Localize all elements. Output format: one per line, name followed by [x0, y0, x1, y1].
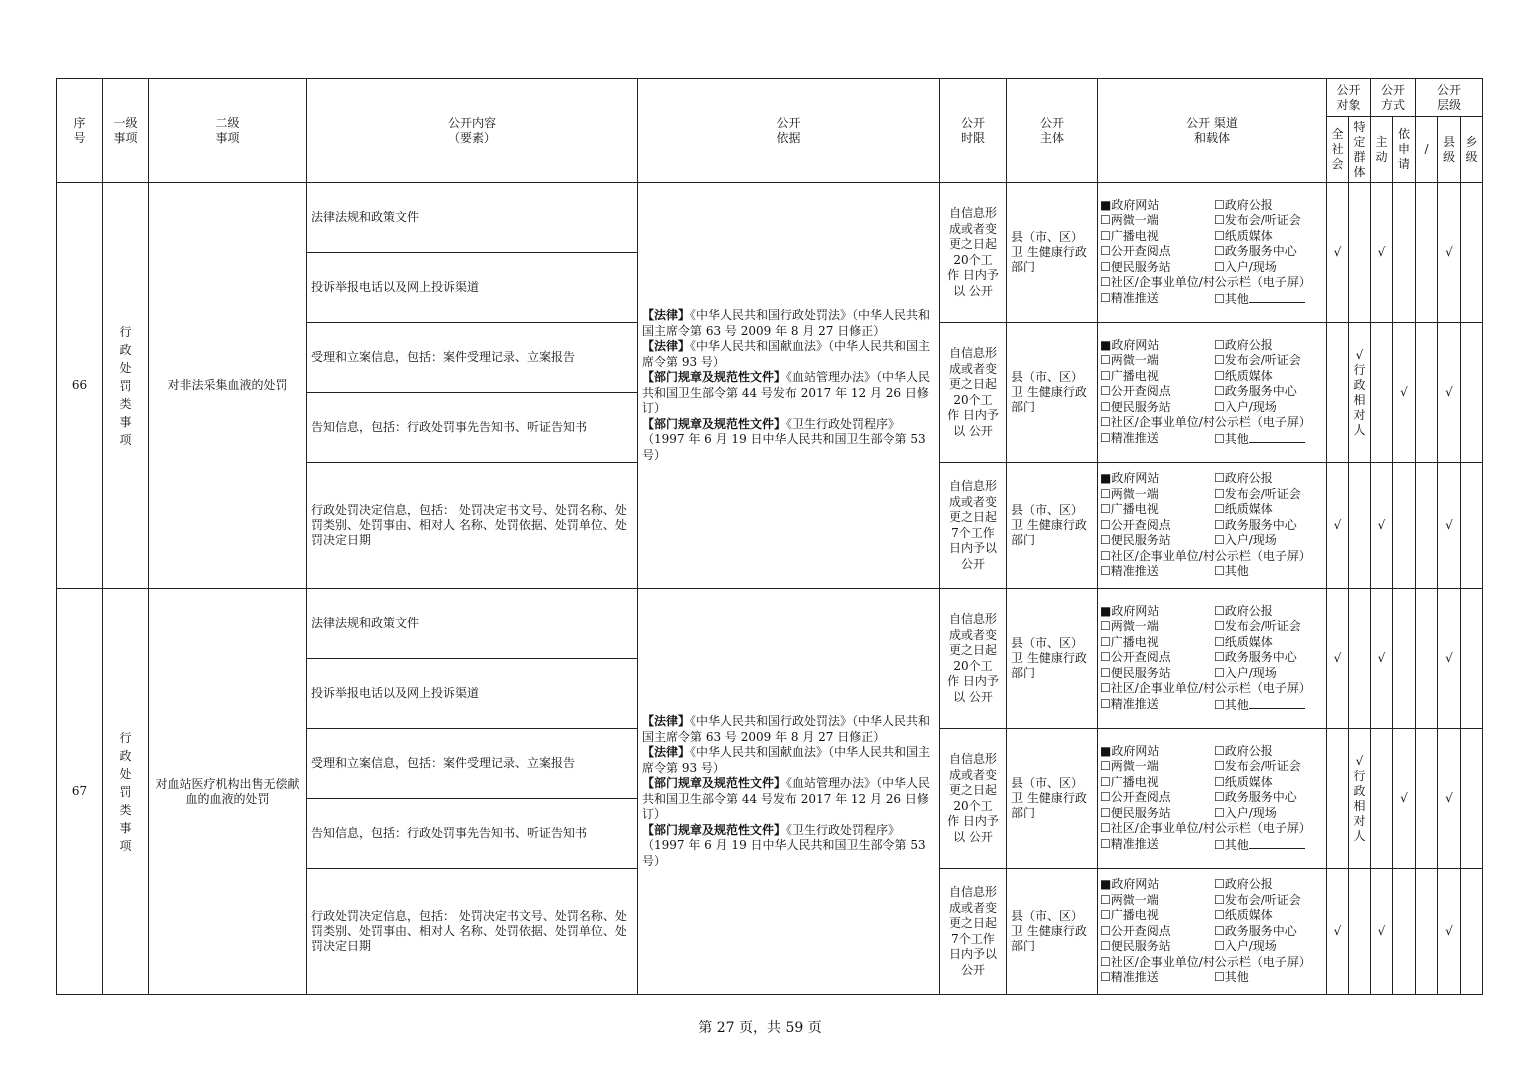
- channel-option: ☐社区/企事业单位/村公示栏（电子屏）: [1100, 954, 1311, 969]
- channel-option: ☐发布会/听证会: [1214, 486, 1301, 501]
- channel-option: ☐发布会/听证会: [1214, 353, 1301, 368]
- channel-option: ☐其他: [1214, 291, 1326, 308]
- basis-tag: 【部门规章及规范性文件】: [642, 416, 787, 431]
- header-content: 公开内容 （要素）: [307, 79, 638, 183]
- content-cell: 法律法规和政策文件: [307, 183, 638, 253]
- channel-option: ☐两微一端: [1100, 759, 1159, 774]
- header-level1: 一级事项: [103, 79, 149, 183]
- basis-item: [642, 308, 936, 339]
- basis-text: 《中华人民共和国行政处罚法》（中华人民共和国主席令第 63 号 2009 年 8 月 27 日修正）: [642, 308, 931, 338]
- header-method-request: 依申请: [1393, 117, 1416, 183]
- content-cell: 行政处罚决定信息，包括： 处罚决定书文号、处罚名称、处罚类别、处罚事由、相对人 名称、处罚依据、处罚单位、处罚决定日期: [307, 463, 638, 589]
- basis-text: 《中华人民共和国献血法》（中华人民共和国主席令第 93 号）: [642, 745, 931, 775]
- specific-group-label: 行政相对人: [1353, 362, 1366, 437]
- channel-option: ☐政务服务中心: [1214, 650, 1297, 665]
- check-mark: √: [1377, 924, 1386, 938]
- specific-group-label: 行政相对人: [1353, 768, 1366, 843]
- channel-option: ☐公开查阅点: [1100, 244, 1171, 259]
- method-request-cell: [1393, 589, 1416, 729]
- channel-option: ☐政府公报: [1214, 603, 1273, 618]
- row-number: 67: [57, 589, 103, 995]
- content-cell: 行政处罚决定信息，包括： 处罚决定书文号、处罚名称、处罚类别、处罚事由、相对人 名称、处罚依据、处罚单位、处罚决定日期: [307, 869, 638, 995]
- channel-option: ☐纸质媒体: [1214, 368, 1273, 383]
- method-active-cell: [1371, 183, 1393, 323]
- channel-option: ☐便民服务站: [1100, 665, 1171, 680]
- table-row: [57, 183, 1483, 253]
- channel-option: ☐纸质媒体: [1214, 228, 1273, 243]
- method-active-cell: [1371, 589, 1393, 729]
- header-target-specific: 特定群体: [1349, 117, 1371, 183]
- check-mark: √: [1445, 791, 1453, 805]
- target-specific-cell: [1349, 869, 1371, 995]
- row-number: 66: [57, 183, 103, 589]
- method-request-cell: [1393, 323, 1416, 463]
- basis-item: [642, 745, 936, 776]
- level-county-cell: [1438, 869, 1461, 995]
- page-footer: 第 27 页，共 59 页: [698, 1020, 822, 1036]
- content-cell: 法律法规和政策文件: [307, 589, 638, 659]
- target-all-cell: [1327, 323, 1349, 463]
- channel-option: ☐入户/现场: [1214, 259, 1277, 274]
- level-county-cell: [1438, 463, 1461, 589]
- basis-tag: 【部门规章及规范性文件】: [642, 370, 787, 384]
- channel-cell: [1098, 729, 1327, 869]
- check-mark: √: [1445, 924, 1453, 938]
- channel-options: [1098, 471, 1326, 580]
- subject-cell: 县（市、区）卫 生健康行政部门: [1007, 589, 1098, 729]
- target-all-cell: [1327, 463, 1349, 589]
- channel-option: ☐政务服务中心: [1214, 384, 1297, 399]
- channel-option: ☐便民服务站: [1100, 939, 1171, 954]
- channel-option: ☐发布会/听证会: [1214, 759, 1301, 774]
- basis-item: [642, 714, 936, 745]
- method-request-cell: [1393, 183, 1416, 323]
- channel-option: ☐两微一端: [1100, 353, 1159, 368]
- channel-option: ☐社区/企事业单位/村公示栏（电子屏）: [1100, 548, 1311, 563]
- time-limit-cell: 自信息形成或者变更之日起7个工作日内予以公开: [940, 869, 1007, 995]
- channel-option: ☐社区/企事业单位/村公示栏（电子屏）: [1100, 275, 1311, 290]
- channel-option: ☐纸质媒体: [1214, 908, 1273, 923]
- basis-item: [642, 370, 936, 417]
- content-cell: 投诉举报电话以及网上投诉渠道: [307, 253, 638, 323]
- time-limit-cell: 自信息形成或者变更之日起20个工 作 日内予以 公开: [940, 729, 1007, 869]
- basis-cell: [638, 589, 940, 995]
- check-mark: √: [1445, 385, 1453, 399]
- basis-text: 《中华人民共和国行政处罚法》（中华人民共和国主席令第 63 号 2009 年 8 月 27 日修正）: [642, 714, 931, 744]
- channel-option: ☐公开查阅点: [1100, 923, 1171, 938]
- content-cell: 受理和立案信息，包括：案件受理记录、立案报告: [307, 729, 638, 799]
- basis-tag: 【法律】: [642, 745, 691, 759]
- channel-option: ☐政府公报: [1214, 337, 1273, 352]
- basis-item: [642, 339, 936, 370]
- target-all-cell: [1327, 729, 1349, 869]
- subject-cell: 县（市、区）卫 生健康行政部门: [1007, 183, 1098, 323]
- method-request-cell: [1393, 729, 1416, 869]
- time-limit-cell: 自信息形成或者变更之日起20个工 作 日内予以 公开: [940, 589, 1007, 729]
- channel-option: ☐两微一端: [1100, 486, 1159, 501]
- header-level-group: 公开层级: [1416, 79, 1483, 117]
- channel-option: ☐纸质媒体: [1214, 502, 1273, 517]
- basis-tag: 【法律】: [642, 339, 691, 353]
- basis-item: [642, 776, 936, 823]
- channel-option: ■政府网站: [1100, 471, 1160, 486]
- channel-option: ☐发布会/听证会: [1214, 213, 1301, 228]
- header-time-limit: 公开时限: [940, 79, 1007, 183]
- check-mark: √: [1333, 924, 1342, 938]
- level-county-cell: [1438, 729, 1461, 869]
- channel-option: ☐政务服务中心: [1214, 244, 1297, 259]
- channel-option: ☐公开查阅点: [1100, 384, 1171, 399]
- channel-option: ☐入户/现场: [1214, 533, 1277, 548]
- channel-option: ☐其他: [1214, 564, 1249, 579]
- header-method-active: 主动: [1371, 117, 1393, 183]
- basis-item: [642, 417, 936, 464]
- channel-option: ☐精准推送: [1100, 970, 1159, 985]
- check-mark: √: [1355, 753, 1364, 768]
- target-all-cell: [1327, 589, 1349, 729]
- method-active-cell: [1371, 323, 1393, 463]
- subject-cell: 县（市、区）卫 生健康行政部门: [1007, 323, 1098, 463]
- slash-cell: [1416, 183, 1438, 323]
- time-limit-cell: 自信息形成或者变更之日起7个工作日内予以公开: [940, 463, 1007, 589]
- channel-option: ☐政府公报: [1214, 197, 1273, 212]
- target-specific-cell: [1349, 589, 1371, 729]
- check-mark: √: [1333, 245, 1342, 259]
- header-basis: 公开依据: [638, 79, 940, 183]
- channel-option: ☐便民服务站: [1100, 533, 1171, 548]
- target-all-cell: [1327, 869, 1349, 995]
- channel-option: ☐政府公报: [1214, 743, 1273, 758]
- channel-option: ☐便民服务站: [1100, 259, 1171, 274]
- method-active-cell: [1371, 869, 1393, 995]
- basis-tag: 【部门规章及规范性文件】: [642, 822, 787, 837]
- channel-option: ☐发布会/听证会: [1214, 619, 1301, 634]
- channel-option: ☐入户/现场: [1214, 665, 1277, 680]
- level-town-cell: [1461, 729, 1483, 869]
- subject-cell: 县（市、区）卫 生健康行政部门: [1007, 463, 1098, 589]
- basis-tag: 【法律】: [642, 714, 691, 728]
- method-request-cell: [1393, 869, 1416, 995]
- channel-option: ■政府网站: [1100, 743, 1160, 758]
- check-mark: √: [1333, 651, 1342, 665]
- header-subject: 公开主体: [1007, 79, 1098, 183]
- content-cell: 告知信息，包括：行政处罚事先告知书、听证告知书: [307, 799, 638, 869]
- basis-text: 《卫生行政处罚程序》（1997 年 6 月 19 日中华人民共和国卫生部令第 53 号）: [642, 416, 926, 462]
- channel-cell: [1098, 463, 1327, 589]
- check-mark: √: [1400, 385, 1408, 399]
- channel-option: ■政府网站: [1100, 197, 1160, 212]
- channel-option: ☐社区/企事业单位/村公示栏（电子屏）: [1100, 415, 1311, 430]
- channel-option: ■政府网站: [1100, 877, 1160, 892]
- check-mark: √: [1445, 518, 1453, 532]
- channel-option: ☐两微一端: [1100, 213, 1159, 228]
- level-town-cell: [1461, 463, 1483, 589]
- channel-option: ☐精准推送: [1100, 290, 1159, 305]
- channel-option: ☐入户/现场: [1214, 939, 1277, 954]
- target-specific-cell: [1349, 729, 1371, 869]
- header-target-all: 全社会: [1327, 117, 1349, 183]
- channel-options: [1098, 338, 1326, 448]
- level-town-cell: [1461, 323, 1483, 463]
- target-specific-cell: [1349, 323, 1371, 463]
- slash-cell: [1416, 869, 1438, 995]
- channel-option: ☐其他: [1214, 431, 1326, 448]
- channel-option: ☐政务服务中心: [1214, 517, 1297, 532]
- header-slash: /: [1416, 117, 1438, 183]
- channel-option: ☐其他: [1214, 837, 1326, 854]
- check-mark: √: [1400, 791, 1408, 805]
- channel-option: ☐纸质媒体: [1214, 774, 1273, 789]
- level-county-cell: [1438, 183, 1461, 323]
- channel-option: ☐精准推送: [1100, 430, 1159, 445]
- check-mark: √: [1355, 347, 1364, 362]
- basis-text: 《血站管理办法》（中华人民共和国卫生部令第 44 号发布 2017 年 12 月 26 日修 订）: [642, 776, 931, 821]
- method-active-cell: [1371, 729, 1393, 869]
- channel-options: [1098, 877, 1326, 986]
- header-target-group: 公开对象: [1327, 79, 1371, 117]
- channel-option: ☐广播电视: [1100, 502, 1159, 517]
- channel-option: ☐发布会/听证会: [1214, 892, 1301, 907]
- slash-cell: [1416, 729, 1438, 869]
- table-row: [57, 589, 1483, 659]
- channel-cell: [1098, 183, 1327, 323]
- level1-cell: 行政处罚类事项: [103, 589, 149, 995]
- slash-cell: [1416, 463, 1438, 589]
- method-active-cell: [1371, 463, 1393, 589]
- level-town-cell: [1461, 183, 1483, 323]
- level-county-cell: [1438, 323, 1461, 463]
- slash-cell: [1416, 323, 1438, 463]
- channel-option: ☐广播电视: [1100, 228, 1159, 243]
- time-limit-cell: 自信息形成或者变更之日起20个工 作 日内予以 公开: [940, 183, 1007, 323]
- header-seq: 序号: [57, 79, 103, 183]
- time-limit-cell: 自信息形成或者变更之日起20个工 作 日内予以 公开: [940, 323, 1007, 463]
- disclosure-table: [56, 78, 1483, 995]
- channel-option: ☐入户/现场: [1214, 805, 1277, 820]
- channel-option: ☐两微一端: [1100, 619, 1159, 634]
- basis-item: [642, 823, 936, 870]
- channel-option: ■政府网站: [1100, 337, 1160, 352]
- channel-option: ☐便民服务站: [1100, 805, 1171, 820]
- basis-text: 《卫生行政处罚程序》（1997 年 6 月 19 日中华人民共和国卫生部令第 53 号）: [642, 822, 926, 868]
- level-town-cell: [1461, 869, 1483, 995]
- channel-option: ☐精准推送: [1100, 696, 1159, 711]
- subject-cell: 县（市、区）卫 生健康行政部门: [1007, 729, 1098, 869]
- content-cell: 告知信息，包括：行政处罚事先告知书、听证告知书: [307, 393, 638, 463]
- channel-option: ☐社区/企事业单位/村公示栏（电子屏）: [1100, 681, 1311, 696]
- level-county-cell: [1438, 589, 1461, 729]
- check-mark: √: [1377, 245, 1386, 259]
- level2-cell: 对非法采集血液的处罚: [149, 183, 307, 589]
- channel-option: ☐公开查阅点: [1100, 517, 1171, 532]
- channel-option: ☐广播电视: [1100, 774, 1159, 789]
- channel-options: [1098, 744, 1326, 854]
- channel-option: ■政府网站: [1100, 603, 1160, 618]
- channel-cell: [1098, 323, 1327, 463]
- channel-option: ☐政务服务中心: [1214, 923, 1297, 938]
- channel-option: ☐广播电视: [1100, 634, 1159, 649]
- channel-option: ☐广播电视: [1100, 908, 1159, 923]
- target-all-cell: [1327, 183, 1349, 323]
- channel-options: [1098, 604, 1326, 714]
- level-town-cell: [1461, 589, 1483, 729]
- channel-option: ☐政府公报: [1214, 471, 1273, 486]
- channel-option: ☐其他: [1214, 970, 1249, 985]
- level1-cell: 行政处罚类事项: [103, 183, 149, 589]
- header-level-county: 县级: [1438, 117, 1461, 183]
- basis-cell: [638, 183, 940, 589]
- header-channel: 公开 渠道 和载体: [1098, 79, 1327, 183]
- channel-option: ☐其他: [1214, 697, 1326, 714]
- slash-cell: [1416, 589, 1438, 729]
- channel-option: ☐公开查阅点: [1100, 650, 1171, 665]
- target-specific-cell: [1349, 183, 1371, 323]
- channel-option: ☐政府公报: [1214, 877, 1273, 892]
- level2-cell: 对血站医疗机构出售无偿献血的血液的处罚: [149, 589, 307, 995]
- subject-cell: 县（市、区）卫 生健康行政部门: [1007, 869, 1098, 995]
- channel-option: ☐精准推送: [1100, 564, 1159, 579]
- target-specific-cell: [1349, 463, 1371, 589]
- check-mark: √: [1445, 651, 1453, 665]
- channel-option: ☐纸质媒体: [1214, 634, 1273, 649]
- header-level2: 二级事项: [149, 79, 307, 183]
- channel-option: ☐广播电视: [1100, 368, 1159, 383]
- basis-text: 《中华人民共和国献血法》（中华人民共和国主席令第 93 号）: [642, 339, 931, 369]
- check-mark: √: [1377, 651, 1386, 665]
- check-mark: √: [1445, 245, 1453, 259]
- channel-option: ☐政务服务中心: [1214, 790, 1297, 805]
- method-request-cell: [1393, 463, 1416, 589]
- check-mark: √: [1377, 518, 1386, 532]
- channel-option: ☐精准推送: [1100, 836, 1159, 851]
- channel-cell: [1098, 589, 1327, 729]
- channel-cell: [1098, 869, 1327, 995]
- basis-text: 《血站管理办法》（中华人民共和国卫生部令第 44 号发布 2017 年 12 月 26 日修 订）: [642, 370, 931, 415]
- basis-tag: 【法律】: [642, 308, 691, 322]
- channel-option: ☐入户/现场: [1214, 399, 1277, 414]
- check-mark: √: [1333, 518, 1342, 532]
- channel-option: ☐公开查阅点: [1100, 790, 1171, 805]
- channel-option: ☐两微一端: [1100, 892, 1159, 907]
- content-cell: 投诉举报电话以及网上投诉渠道: [307, 659, 638, 729]
- basis-tag: 【部门规章及规范性文件】: [642, 776, 787, 790]
- channel-options: [1098, 198, 1326, 308]
- channel-option: ☐社区/企事业单位/村公示栏（电子屏）: [1100, 821, 1311, 836]
- content-cell: 受理和立案信息，包括：案件受理记录、立案报告: [307, 323, 638, 393]
- channel-option: ☐便民服务站: [1100, 399, 1171, 414]
- header-level-town: 乡级: [1461, 117, 1483, 183]
- header-method-group: 公开方式: [1371, 79, 1416, 117]
